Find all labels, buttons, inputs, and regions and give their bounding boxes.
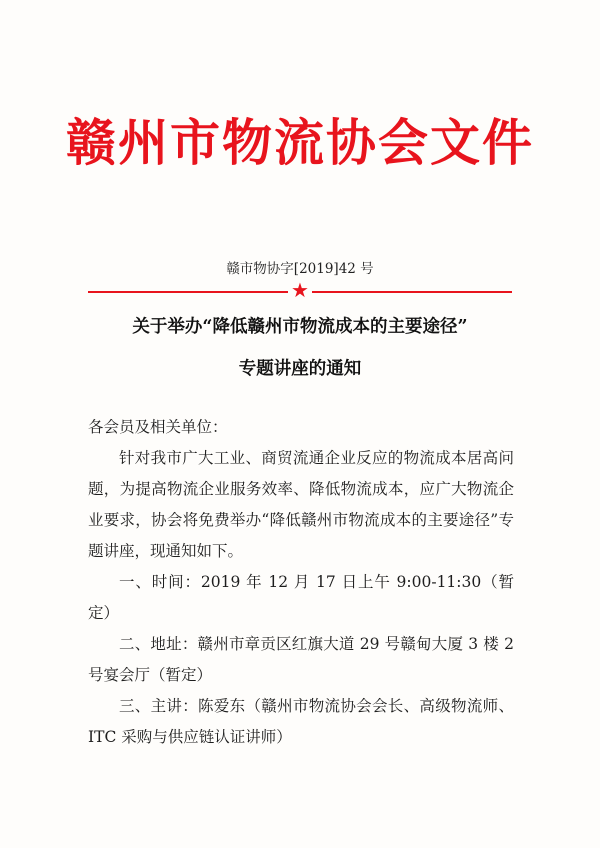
notice-body	[88, 412, 514, 753]
item-time: 一、时间：2019 年 12 月 17 日上午 9:00-11:30（暂定）	[88, 573, 514, 622]
document-number: 赣市物协字[2019]42 号	[226, 261, 374, 277]
salutation: 各会员及相关单位：	[88, 418, 228, 436]
divider-line-right	[312, 291, 512, 293]
intro-paragraph: 针对我市广大工业、商贸流通企业反应的物流成本居高问题，为提高物流企业服务效率、降低物流成本，应广大物流企业要求，协会将免费举办“降低赣州市物流成本的主要途径”专题讲座，现通知如下。	[88, 449, 514, 560]
item-speaker: 三、主讲：陈爱东（赣州市物流协会会长、高级物流师、ITC 采购与供应链认证讲师）	[88, 697, 514, 746]
divider-line-left	[88, 291, 288, 293]
star-icon: ★	[291, 278, 309, 302]
item-place: 二、地址：赣州市章贡区红旗大道 29 号赣甸大厦 3 楼 2 号宴会厅（暂定）	[88, 635, 514, 684]
notice-title-line2: 专题讲座的通知	[238, 359, 362, 379]
org-header-title: 赣州市物流协会文件	[66, 114, 534, 172]
red-divider	[88, 278, 512, 302]
notice-title-line1: 关于举办“降低赣州市物流成本的主要途径”	[132, 317, 468, 337]
